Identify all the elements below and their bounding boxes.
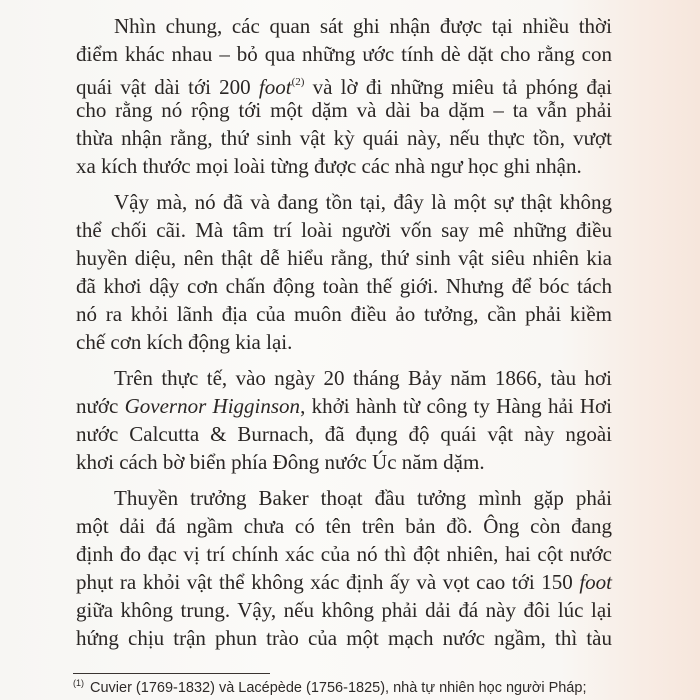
text-line [76, 272, 612, 300]
text-segment: Vậy mà, nó đã và đang tồn tại, đây là một sự thật không [114, 190, 612, 214]
text-segment: nó ra khỏi lãnh địa của muôn điều ảo tưởng, cần phải kiềm [76, 302, 612, 326]
text-segment: đã khơi dậy cơn chấn động toàn thế giới. Nhưng để bóc tách [76, 274, 612, 298]
text-line [76, 596, 612, 624]
text-segment: xa kích thước mọi loài từng được các nhà ngư học ghi nhận. [76, 154, 582, 178]
text-line [76, 40, 612, 68]
text-segment: thừa nhận rằng, thứ sinh vật kỳ quái này, nếu thực tồn, vượt [76, 126, 612, 150]
text-segment: giữa không trung. Vậy, nếu không phải dải đá này đôi lúc lại [76, 598, 612, 622]
text-line [76, 12, 612, 40]
text-segment: điểm khác nhau – bỏ qua những ước tính dè dặt cho rằng con [76, 42, 612, 66]
text-line [76, 188, 612, 216]
text-segment: nước [76, 394, 125, 418]
text-segment: định đo đạc vị trí chính xác của nó thì đột nhiên, hai cột nước [76, 542, 612, 566]
text-line [76, 300, 612, 328]
text-segment: quái vật dài tới 200 [76, 75, 259, 99]
text-segment: Thuyền trưởng Baker thoạt đầu tưởng mình gặp phải [114, 486, 612, 510]
footnote-marker: (1) [73, 678, 84, 688]
text-line [76, 96, 612, 124]
paragraph [76, 188, 612, 356]
text-segment: Trên thực tế, vào ngày 20 tháng Bảy năm 1866, tàu hơi [114, 366, 612, 390]
text-line [76, 244, 612, 272]
text-segment: hứng chịu trận phun trào của một mạch nước ngầm, thì tàu [76, 626, 612, 650]
footnote-text: Cuvier (1769-1832) và Lacépède (1756-1825), nhà tự nhiên học người Pháp; [90, 680, 587, 696]
text-segment: và lờ đi những miêu tả phóng đại [304, 75, 612, 99]
text-segment: nước Calcutta & Burnach, đã đụng độ quái vật này ngoài [76, 422, 612, 446]
footnote [73, 678, 586, 696]
footnote-reference: (2) [291, 76, 305, 88]
text-line [76, 484, 612, 512]
paragraph [76, 12, 612, 180]
paragraph [76, 484, 612, 652]
text-line [76, 216, 612, 244]
text-segment: Nhìn chung, các quan sát ghi nhận được tại nhiều thời [114, 14, 612, 38]
text-line [76, 392, 612, 420]
text-segment: cho rằng nó rộng tới một dặm và dài ba dặm – ta vẫn phải [76, 98, 612, 122]
text-line [76, 328, 612, 356]
text-line [76, 448, 612, 476]
paragraph [76, 364, 612, 476]
text-line [76, 512, 612, 540]
text-line [76, 624, 612, 652]
text-line [76, 568, 612, 596]
text-segment: , khởi hành từ công ty Hàng hải Hơi [300, 394, 612, 418]
text-segment: foot [258, 75, 292, 99]
text-line [76, 68, 612, 99]
text-line [76, 540, 612, 568]
text-segment: phụt ra khỏi vật thể không xác định ấy và vọt cao tới 150 [76, 570, 580, 594]
text-line [76, 364, 612, 392]
footnote-divider [73, 673, 270, 674]
text-segment: thể chối cãi. Mà tâm trí loài người vốn say mê những điều [76, 218, 612, 242]
book-page-body [76, 12, 612, 660]
text-segment: chế cơn kích động kia lại. [76, 330, 293, 354]
text-line [76, 124, 612, 152]
text-segment: Governor Higginson [124, 394, 301, 418]
text-segment: khơi cách bờ biển phía Đông nước Úc năm dặm. [76, 450, 485, 474]
text-segment: foot [579, 570, 612, 594]
text-segment: một dải đá ngầm chưa có tên trên bản đồ. Ông còn đang [76, 514, 612, 538]
text-segment: huyền diệu, nên thật dễ hiểu rằng, thứ sinh vật siêu nhiên kia [76, 246, 612, 270]
text-line [76, 152, 612, 180]
text-line [76, 420, 612, 448]
